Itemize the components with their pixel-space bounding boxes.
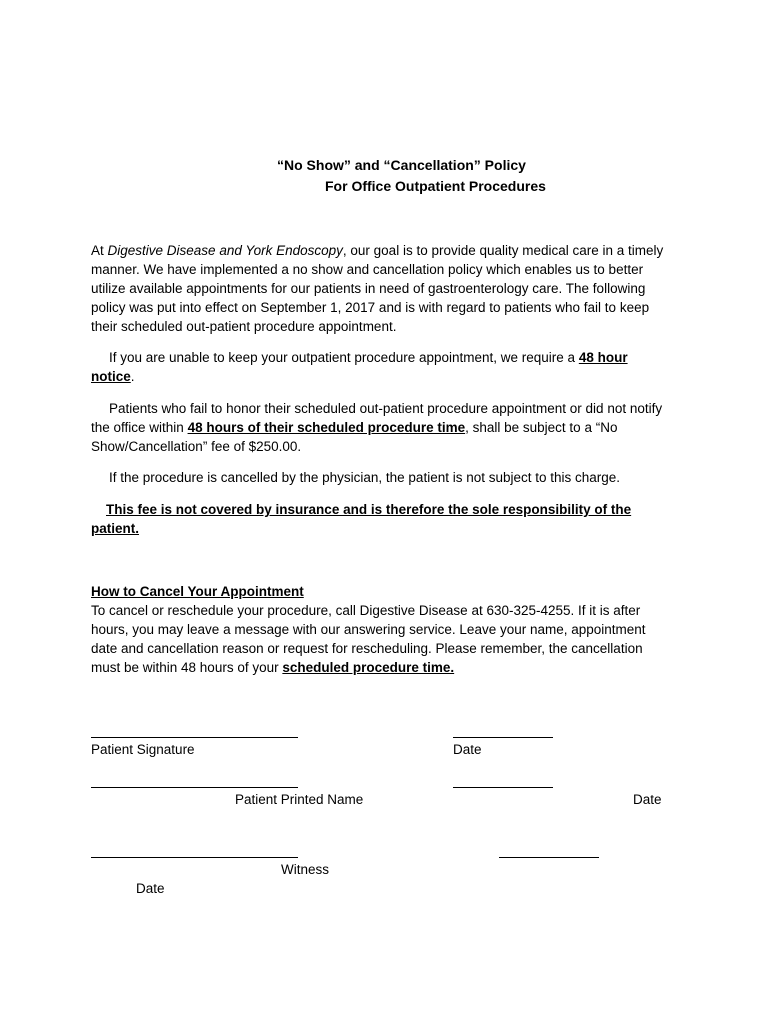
noshow-line-3: Show/Cancellation” fee of $250.00.: [91, 439, 302, 454]
intro-line-4: policy was put into effect on September 1, 2017 and is with regard to patients who fail to keep: [91, 300, 650, 315]
noshow-line-2-post: , shall be subject to a “No: [465, 420, 618, 435]
patient-printed-name-label: Patient Printed Name: [235, 792, 364, 807]
date-line-3[interactable]: [499, 857, 599, 858]
patient-printed-name-line[interactable]: [91, 787, 298, 788]
insurance-line-1: This fee is not covered by insurance and is therefore the sole responsibility of the: [106, 502, 632, 517]
notice-word: notice: [91, 369, 131, 384]
title-line-1: “No Show” and “Cancellation” Policy: [277, 157, 526, 173]
cancel-line-2: hours, you may leave a message with our answering service. Leave your name, appointment: [91, 622, 646, 637]
noshow-line-2: [91, 418, 617, 437]
notice-line-1: [109, 348, 628, 367]
intro-prefix: At: [91, 243, 108, 258]
date-label-3: Date: [136, 881, 165, 896]
cancel-procedure-time: scheduled procedure time.: [282, 660, 455, 675]
physician-line: If the procedure is cancelled by the physician, the patient is not subject to this charge.: [109, 470, 621, 485]
patient-signature-label: Patient Signature: [91, 742, 195, 757]
intro-line-1-rest: , our goal is to provide quality medical care in a timely: [342, 243, 664, 258]
insurance-line-2: patient.: [91, 521, 140, 536]
cancel-line-4: [91, 658, 454, 677]
notice-text: If you are unable to keep your outpatient procedure appointment, we require a: [109, 350, 579, 365]
noshow-line-2-pre: the office within: [91, 420, 188, 435]
intro-line-1: [91, 241, 663, 260]
date-label-2: Date: [633, 792, 662, 807]
cancel-heading: How to Cancel Your Appointment: [91, 584, 304, 599]
noshow-hours: 48 hours of their scheduled procedure time: [187, 420, 466, 435]
intro-line-3: utilize available appointments for our patients in need of gastroenterology care. The following: [91, 281, 646, 296]
date-line-2[interactable]: [453, 787, 553, 788]
notice-period: .: [130, 369, 135, 384]
notice-hours: 48 hour: [578, 350, 628, 365]
noshow-line-1: Patients who fail to honor their scheduled out-patient procedure appointment or did not notify: [109, 401, 663, 416]
cancel-line-4-pre: must be within 48 hours of your: [91, 660, 283, 675]
practice-name: Digestive Disease and York Endoscopy: [107, 243, 343, 258]
cancel-line-3: date and cancellation reason or request for rescheduling. Please remember, the cancellation: [91, 641, 643, 656]
title-line-2: For Office Outpatient Procedures: [325, 178, 546, 194]
patient-signature-line[interactable]: [91, 737, 298, 738]
intro-line-5: their scheduled out-patient procedure appointment.: [91, 319, 397, 334]
date-line-1[interactable]: [453, 737, 553, 738]
intro-line-2: manner. We have implemented a no show and cancellation policy which enables us to better: [91, 262, 644, 277]
witness-line[interactable]: [91, 857, 298, 858]
notice-line-2: [91, 367, 135, 386]
cancel-line-1: To cancel or reschedule your procedure, call Digestive Disease at 630-325-4255. If it is after: [91, 603, 641, 618]
date-label-1: Date: [453, 742, 482, 757]
witness-label: Witness: [281, 862, 330, 877]
